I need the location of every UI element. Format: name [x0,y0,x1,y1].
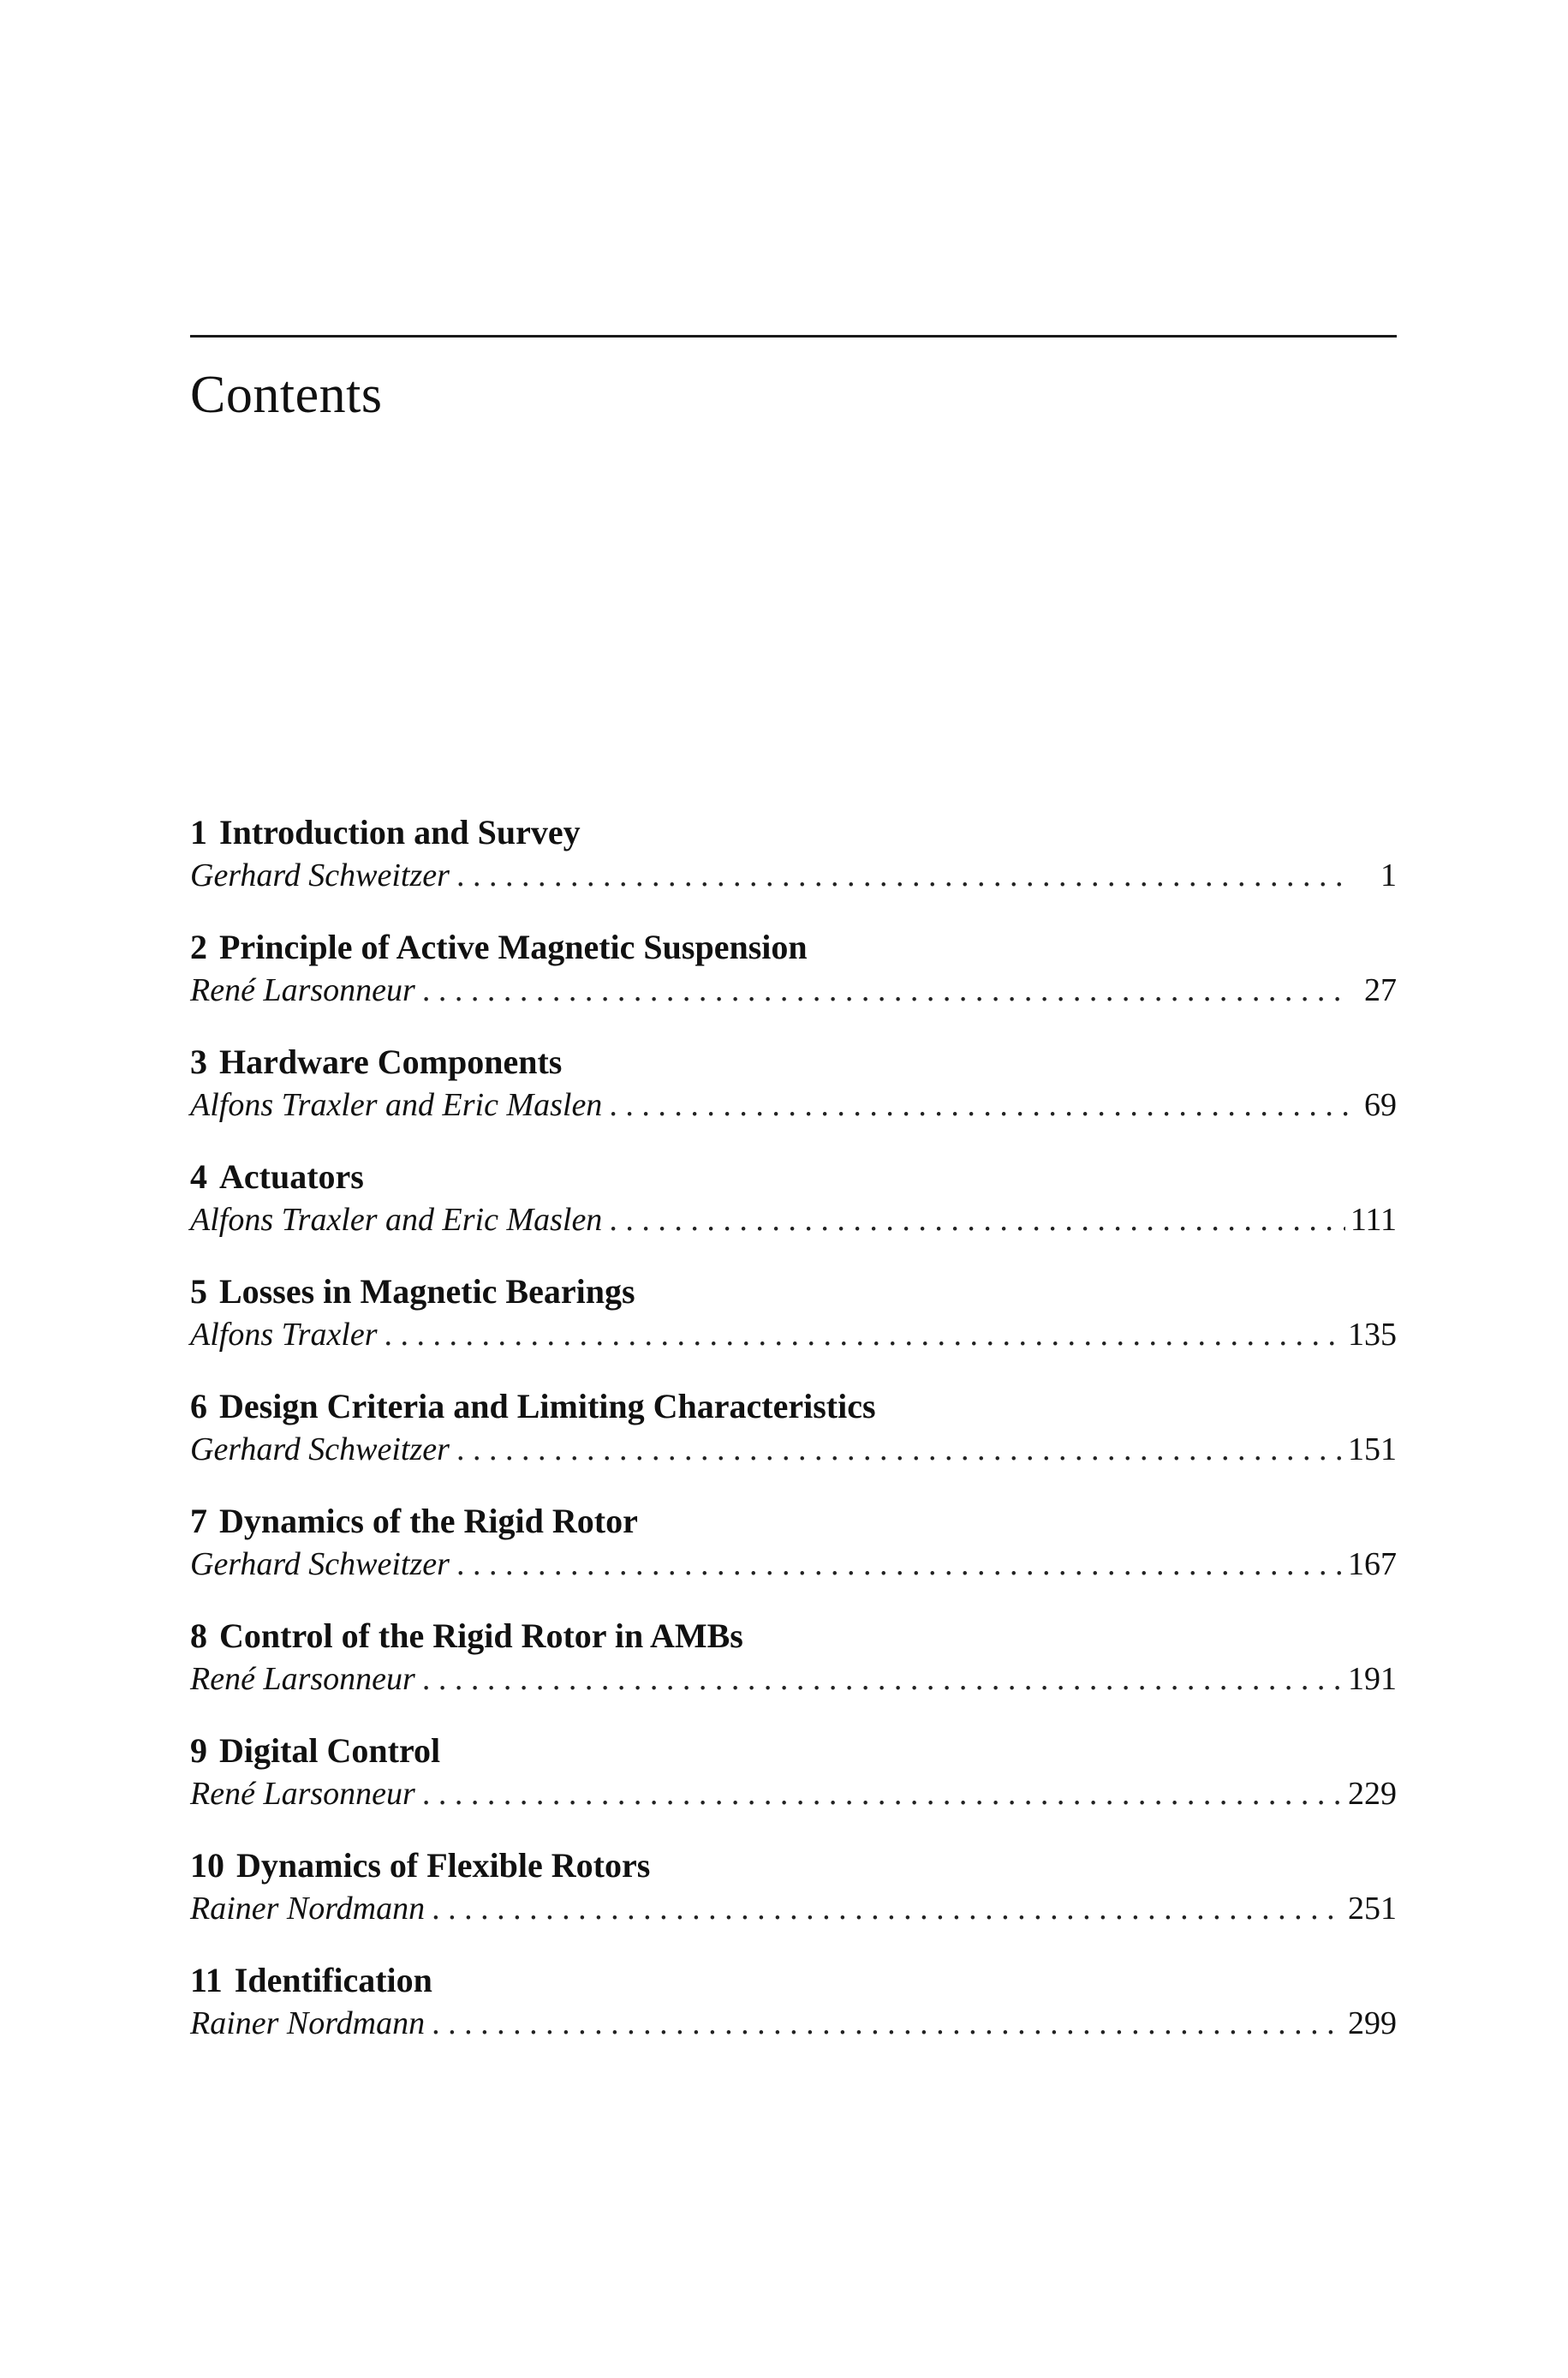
dot-leader [609,1198,1345,1241]
chapter-heading [190,1039,562,1085]
chapter-title: Design Criteria and Limiting Characteristics [219,1387,876,1425]
dot-leader [456,1428,1343,1471]
page-number: 167 [1348,1546,1397,1582]
page-number: 69 [1364,1087,1397,1123]
chapter-heading [190,1269,635,1315]
chapter-heading [190,924,808,971]
chapter-byline [190,1084,1397,1126]
chapter-authors: René Larsonneur [190,972,415,1008]
chapter-authors: Rainer Nordmann [190,2005,426,2041]
chapter-heading [190,1498,638,1545]
chapter-byline [190,2002,1397,2045]
toc-entry[interactable] [190,1843,1397,1957]
page-number: 251 [1348,1891,1397,1927]
chapter-authors: Gerhard Schweitzer [190,857,450,893]
chapter-title: Identification [234,1961,432,1999]
chapter-authors: René Larsonneur [190,1776,415,1812]
chapter-number: 10 [190,1846,224,1885]
chapter-number: 6 [190,1387,207,1425]
page-number: 135 [1348,1317,1397,1353]
chapter-title: Digital Control [219,1731,441,1770]
dot-leader [432,2002,1343,2045]
chapter-number: 9 [190,1731,207,1770]
dot-leader [432,1887,1343,1930]
chapter-number: 4 [190,1157,207,1196]
chapter-number: 2 [190,928,207,966]
page-title: Contents [190,366,383,424]
chapter-heading [190,1154,364,1200]
chapter-number: 7 [190,1502,207,1540]
chapter-heading [190,1957,432,2004]
toc-entry[interactable] [190,1383,1397,1498]
chapter-title: Hardware Components [219,1043,563,1081]
chapter-byline [190,1428,1397,1471]
toc-entry[interactable] [190,1269,1397,1383]
chapter-byline [190,1772,1397,1815]
chapter-number: 3 [190,1043,207,1081]
chapter-title: Dynamics of Flexible Rotors [236,1846,651,1885]
toc-entry[interactable] [190,1728,1397,1843]
page-number: 151 [1348,1431,1397,1467]
dot-leader [422,969,1350,1012]
chapter-authors: Rainer Nordmann [190,1891,426,1927]
chapter-authors: Gerhard Schweitzer [190,1431,450,1467]
chapter-byline [190,1198,1397,1241]
page-number: 229 [1348,1776,1397,1812]
toc-entry[interactable] [190,924,1397,1039]
chapter-authors: René Larsonneur [190,1661,415,1697]
chapter-title: Actuators [219,1157,364,1196]
chapter-byline [190,969,1397,1012]
chapter-authors: Alfons Traxler and Eric Maslen [190,1202,603,1238]
chapter-byline [190,1313,1397,1356]
dot-leader [609,1084,1350,1126]
page-number: 191 [1348,1661,1397,1697]
chapter-number: 8 [190,1616,207,1655]
chapter-heading [190,1613,743,1659]
chapter-number: 11 [190,1961,223,1999]
chapter-heading [190,1728,440,1774]
chapter-number: 5 [190,1272,207,1311]
dot-leader [456,854,1350,897]
chapter-authors: Gerhard Schweitzer [190,1546,450,1582]
page-number: 27 [1364,972,1397,1008]
chapter-title: Control of the Rigid Rotor in AMBs [219,1616,743,1655]
chapter-title: Dynamics of the Rigid Rotor [219,1502,638,1540]
page-number: 111 [1350,1202,1397,1238]
dot-leader [385,1313,1343,1356]
toc-entry[interactable] [190,1154,1397,1269]
chapter-byline [190,1887,1397,1930]
dot-leader [422,1658,1343,1700]
chapter-title: Introduction and Survey [219,813,581,851]
page-number: 299 [1348,2005,1397,2041]
toc-entry[interactable] [190,1498,1397,1613]
chapter-byline [190,1658,1397,1700]
chapter-title: Losses in Magnetic Bearings [219,1272,635,1311]
chapter-byline [190,1543,1397,1586]
toc-entry[interactable] [190,810,1397,924]
table-of-contents [190,810,1397,2072]
chapter-authors: Alfons Traxler and Eric Maslen [190,1087,603,1123]
chapter-heading [190,1383,876,1430]
dot-leader [422,1772,1343,1815]
toc-entry[interactable] [190,1613,1397,1728]
page-number: 1 [1380,857,1397,893]
chapter-authors: Alfons Traxler [190,1317,378,1353]
header-rule [190,335,1397,338]
chapter-heading [190,1843,650,1889]
toc-entry[interactable] [190,1039,1397,1154]
chapter-byline [190,854,1397,897]
toc-entry[interactable] [190,1957,1397,2072]
dot-leader [456,1543,1343,1586]
chapter-title: Principle of Active Magnetic Suspension [219,928,808,966]
chapter-number: 1 [190,813,207,851]
chapter-heading [190,810,581,856]
